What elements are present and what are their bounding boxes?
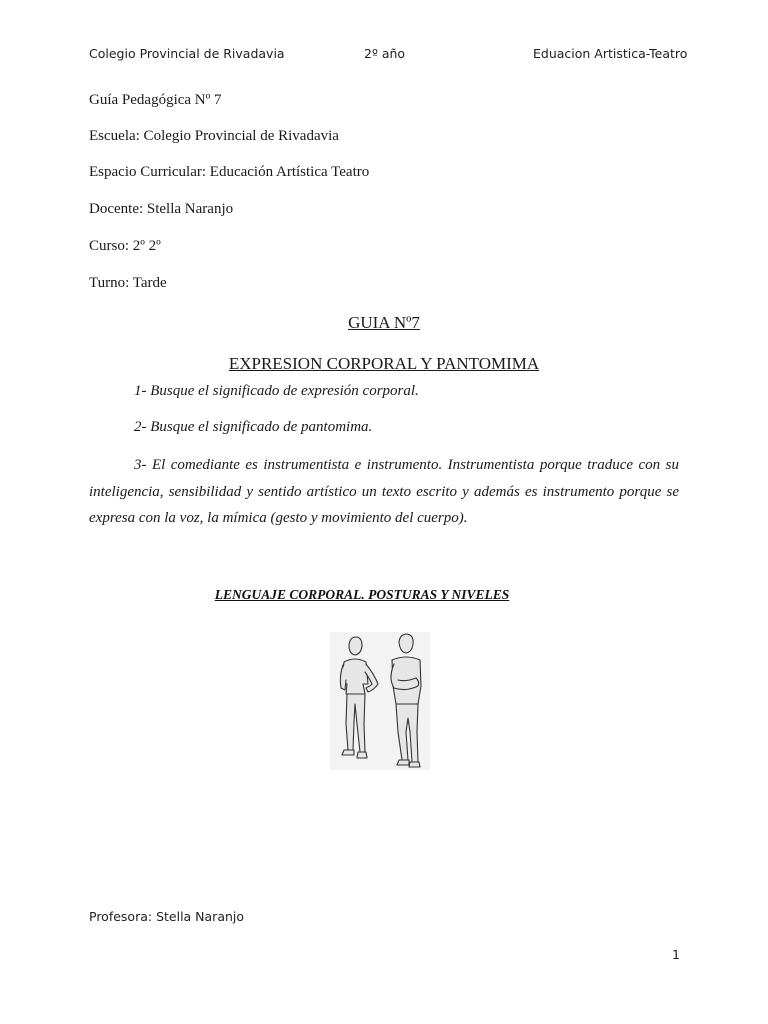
info-curso: Curso: 2º 2º bbox=[89, 238, 161, 254]
header-school: Colegio Provincial de Rivadavia bbox=[89, 46, 285, 61]
two-standing-people-sketch-icon bbox=[330, 632, 430, 770]
info-guia: Guía Pedagógica Nº 7 bbox=[89, 92, 222, 108]
info-turno: Turno: Tarde bbox=[89, 275, 167, 291]
footer-teacher: Profesora: Stella Naranjo bbox=[89, 909, 245, 924]
question-3: 3- El comediante es instrumentista e instrumento. Instrumentista porque traduce con su inteligencia, sensibilidad y sentido artístico un texto escrito y además es instrumento porque se expresa con la voz, la mímica (gesto y movimiento del cuerpo). bbox=[89, 457, 679, 526]
topic-title: EXPRESION CORPORAL Y PANTOMIMA bbox=[228, 354, 540, 373]
guide-title: GUIA Nº7 bbox=[348, 313, 420, 332]
question-1: 1- Busque el significado de expresión corporal. bbox=[134, 383, 419, 399]
question-2: 2- Busque el significado de pantomima. bbox=[134, 419, 373, 435]
info-espacio: Espacio Curricular: Educación Artística Teatro bbox=[89, 164, 370, 180]
info-docente: Docente: Stella Naranjo bbox=[89, 201, 234, 217]
info-escuela: Escuela: Colegio Provincial de Rivadavia bbox=[89, 128, 339, 144]
section-title: LENGUAJE CORPORAL. POSTURAS Y NIVELES bbox=[214, 587, 510, 602]
page-number: 1 bbox=[672, 947, 680, 962]
header-grade: 2º año bbox=[364, 46, 406, 61]
header-subject: Eduacion Artistica-Teatro bbox=[533, 46, 688, 61]
